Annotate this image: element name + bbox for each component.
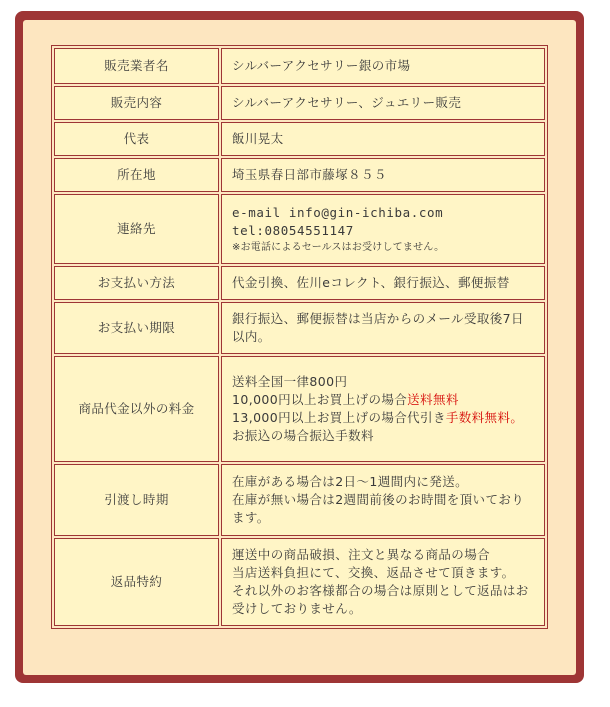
row-label: 販売内容 — [54, 86, 219, 120]
cod-fee-highlight: 手数料無料。 — [445, 410, 524, 425]
seller-info-table — [51, 45, 548, 629]
email-text: e-mail info@gin-ichiba.com — [232, 204, 444, 220]
row-value: 飯川晃太 — [221, 122, 545, 156]
table-row — [54, 122, 545, 156]
row-label: 返品特約 — [54, 538, 219, 626]
table-row — [54, 302, 545, 354]
row-label: お支払い期限 — [54, 302, 219, 354]
row-value: 銀行振込、郵便振替は当店からのメール受取後7日以内。 — [221, 302, 545, 354]
table-row — [54, 158, 545, 192]
free-shipping-highlight: 送料無料 — [407, 392, 459, 407]
table-row — [54, 86, 545, 120]
contact-value — [221, 194, 545, 264]
row-label: 代表 — [54, 122, 219, 156]
row-value: 埼玉県春日部市藤塚８５５ — [221, 158, 545, 192]
fees-value — [221, 356, 545, 462]
returns-text-1: 運送中の商品破損、注文と異なる商品の場合 — [232, 547, 491, 562]
row-label: 引渡し時期 — [54, 464, 219, 536]
delivery-value — [221, 464, 545, 536]
cod-fee-text — [232, 409, 536, 427]
table-row — [54, 194, 545, 264]
table-row — [54, 538, 545, 626]
sales-call-note: ※お電話によるセールスはお受けしてません。 — [232, 241, 445, 253]
returns-text-2: 当店送料負担にて、交換、返品させて頂きます。 — [232, 565, 515, 580]
returns-text-3: それ以外のお客様都合の場合は原則として返品はお受けしておりません。 — [232, 583, 529, 616]
table-row — [54, 356, 545, 462]
table-row — [54, 266, 545, 300]
row-label: お支払い方法 — [54, 266, 219, 300]
row-label: 販売業者名 — [54, 48, 219, 84]
in-stock-text: 在庫がある場合は2日～1週間内に発送。 — [232, 474, 469, 489]
cod-fee-condition: 13,000円以上お買上げの場合代引き — [232, 410, 446, 425]
row-value: 代金引換、佐川eコレクト、銀行振込、郵便振替 — [221, 266, 545, 300]
content-panel — [23, 20, 576, 675]
free-shipping-condition: 10,000円以上お買上げの場合 — [232, 392, 408, 407]
row-value: シルバーアクセサリー、ジュエリー販売 — [221, 86, 545, 120]
shipping-fee-text: 送料全国一律800円 — [232, 374, 348, 389]
returns-value — [221, 538, 545, 626]
row-value: シルバーアクセサリー銀の市場 — [221, 48, 545, 84]
row-label: 連絡先 — [54, 194, 219, 264]
out-of-stock-text: 在庫が無い場合は2週間前後のお時間を頂いております。 — [232, 492, 525, 525]
table-row — [54, 48, 545, 84]
row-label: 所在地 — [54, 158, 219, 192]
transfer-fee-text: お振込の場合振込手数料 — [232, 428, 374, 443]
tel-text: tel:08054551147 — [232, 222, 354, 238]
row-label: 商品代金以外の料金 — [54, 356, 219, 462]
table-row — [54, 464, 545, 536]
free-shipping-text — [232, 391, 536, 409]
outer-frame — [15, 11, 584, 683]
